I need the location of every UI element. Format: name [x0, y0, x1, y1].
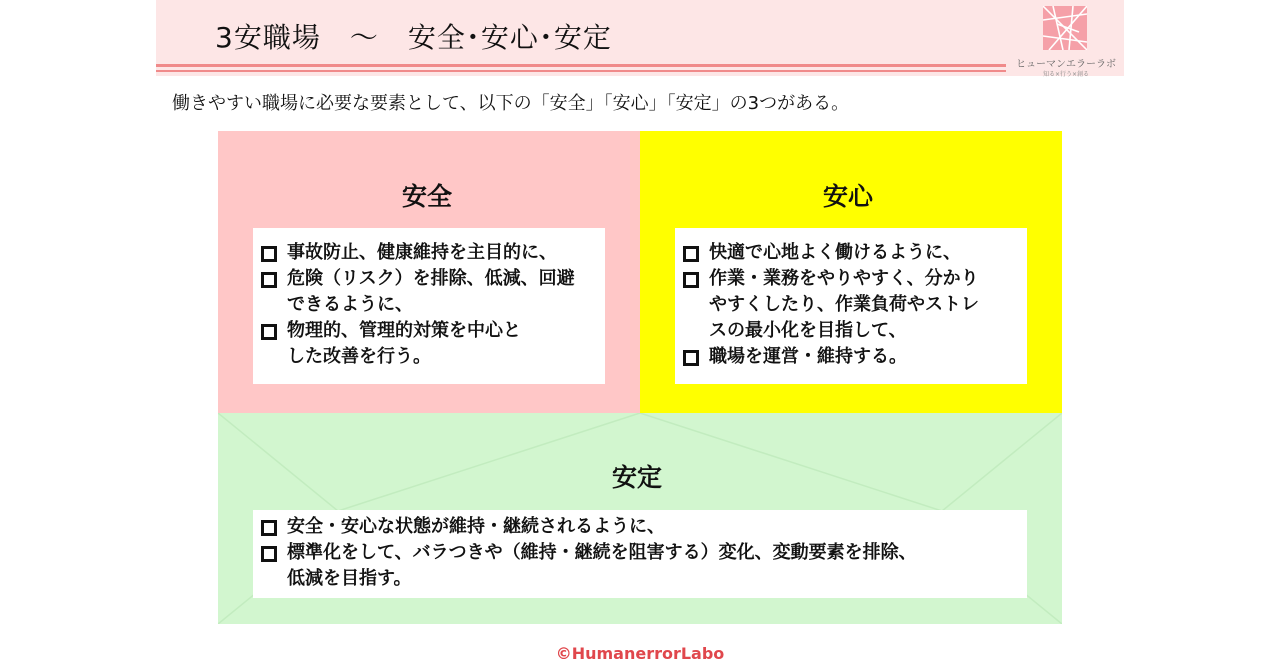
logo-name: ヒューマンエラーラボ	[1016, 59, 1116, 70]
list-item-text: 低減を目指す。	[287, 568, 412, 589]
safety-card	[253, 228, 605, 384]
list-item-text: 物理的、管理的対策を中心と	[287, 320, 521, 341]
checkbox-icon	[261, 520, 277, 536]
logo-mark-icon	[1043, 6, 1087, 50]
intro-text: 働きやすい職場に必要な要素として、以下の「安全」「安心」「安定」の3つがある。	[172, 93, 850, 114]
checkbox-icon	[683, 272, 699, 288]
stability-heading: 安定	[612, 463, 663, 492]
list-item-text: 事故防止、健康維持を主目的に、	[287, 242, 557, 263]
checkbox-icon	[261, 324, 277, 340]
header-divider	[156, 64, 1006, 67]
list-item-text: できるように、	[287, 294, 413, 315]
list-item-text: スの最小化を目指して、	[709, 320, 907, 341]
relief-heading: 安心	[823, 182, 874, 211]
logo-tagline: 知る×行う×創る	[1042, 71, 1090, 78]
safety-heading: 安全	[402, 182, 453, 211]
list-item-text: した改善を行う。	[287, 346, 431, 367]
stability-quadrant	[218, 413, 1062, 624]
list-item-text: 標準化をして、バラつきや（維持・継続を阻害する）変化、変動要素を排除、	[287, 542, 917, 563]
checkbox-icon	[683, 350, 699, 366]
list-item-text: 作業・業務をやりやすく、分かり	[709, 268, 979, 289]
copyright-notice: ©HumanerrorLabo	[555, 644, 725, 663]
checkbox-icon	[261, 272, 277, 288]
list-item-text: 快適で心地よく働けるように、	[709, 242, 961, 263]
slide-title: 3安職場 ～ 安全･安心･安定	[215, 21, 612, 54]
list-item-text: 危険（リスク）を排除、低減、回避	[287, 268, 575, 289]
checkbox-icon	[261, 546, 277, 562]
list-item-text: 職場を運営・維持する。	[709, 346, 907, 367]
list-item-text: 安全・安心な状態が維持・継続されるように、	[287, 516, 665, 537]
safety-quadrant	[218, 131, 640, 413]
header-divider-thin	[156, 70, 1006, 72]
relief-card	[675, 228, 1027, 384]
relief-quadrant	[640, 131, 1062, 413]
checkbox-icon	[261, 246, 277, 262]
stability-card	[253, 510, 1027, 598]
checkbox-icon	[683, 246, 699, 262]
list-item-text: やすくしたり、作業負荷やストレ	[709, 294, 979, 315]
brand-logo	[1008, 4, 1124, 78]
